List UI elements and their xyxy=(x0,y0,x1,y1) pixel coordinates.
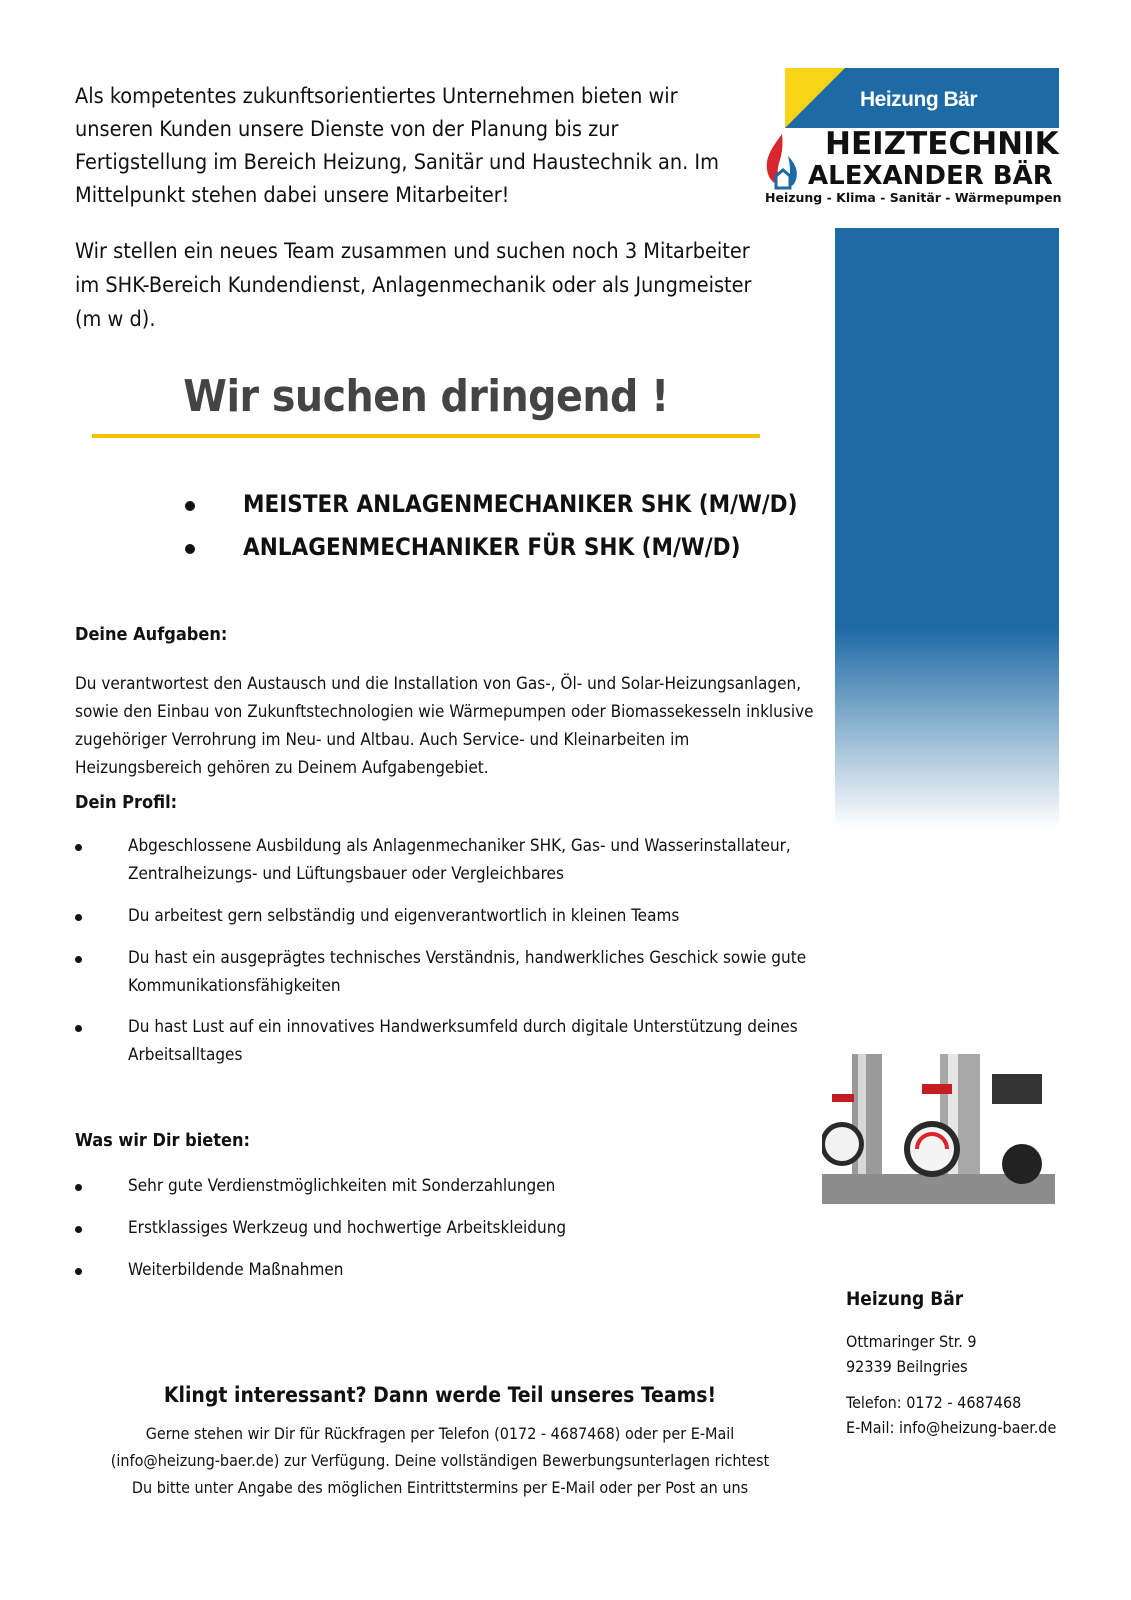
logo-tagline: Heizung - Klima - Sanitär - Wärmepumpen xyxy=(765,190,1062,205)
contact-city: 92339 Beilngries xyxy=(846,1357,968,1376)
profil-heading: Dein Profil: xyxy=(75,792,178,813)
logo-yellow-triangle xyxy=(785,68,845,128)
bullet-icon xyxy=(75,1184,82,1191)
bullet-icon xyxy=(75,1025,82,1032)
call-to-action: Klingt interessant? Dann werde Teil unseres Teams! xyxy=(163,1383,717,1407)
aufgaben-heading: Deine Aufgaben: xyxy=(75,624,228,645)
contact-phone: Telefon: 0172 - 4687468 xyxy=(846,1393,1022,1412)
logo-alexander-baer: ALEXANDER BÄR xyxy=(808,161,1053,191)
page-headline: Wir suchen dringend ! xyxy=(183,371,669,422)
bullet-icon xyxy=(75,914,82,921)
bullet-icon xyxy=(75,1226,82,1233)
team-paragraph: Wir stellen ein neues Team zusammen und suchen noch 3 Mitarbeiter im SHK-Bereich Kundendienst, Anlagenmechanik oder als Jungmeister (m w d). xyxy=(75,239,752,332)
logo-top-label: Heizung Bär xyxy=(860,88,978,111)
flame-icon xyxy=(762,132,802,190)
bullet-icon xyxy=(185,544,195,554)
angebot-heading: Was wir Dir bieten: xyxy=(75,1130,251,1151)
heating-valves-image xyxy=(822,1054,1055,1204)
contact-company: Heizung Bär xyxy=(846,1288,964,1310)
bullet-icon xyxy=(185,501,195,511)
bullet-icon xyxy=(75,956,82,963)
contact-email: E-Mail: info@heizung-baer.de xyxy=(846,1418,1057,1437)
bullet-icon xyxy=(75,844,82,851)
headline-underline xyxy=(92,434,760,438)
contact-street: Ottmaringer Str. 9 xyxy=(846,1332,977,1351)
footer-text: Gerne stehen wir Dir für Rückfragen per Telefon (0172 - 4687468) oder per E-Mail (info@heizung-baer.de) zur Verfügung. Deine vollständigen Bewerbungsunterlagen richtest Du bitte unter Angabe des möglichen Eintrittstermins per E-Mail oder per Post an uns xyxy=(110,1424,770,1497)
bullet-icon xyxy=(75,1268,82,1275)
aufgaben-text: Du verantwortest den Austausch und die Installation von Gas-, Öl- und Solar-Heizungsanlagen, sowie den Einbau von Zukunftstechnologien wie Wärmepumpen oder Biomassekesseln inklusive zugehöriger Verrohrung im Neu- und Altbau. Auch Service- und Kleinarbeiten im Heizungsbereich gehören zu Deinem Aufgabengebiet. xyxy=(75,674,814,778)
intro-paragraph: Als kompetentes zukunftsorientiertes Unternehmen bieten wir unseren Kunden unsere Dienste von der Planung bis zur Fertigstellung im Bereich Heizung, Sanitär und Haustechnik an. Im Mittelpunkt stehen dabei unsere Mitarbeiter! xyxy=(75,84,719,208)
logo-heiztechnik: HEIZTECHNIK xyxy=(825,126,1059,162)
